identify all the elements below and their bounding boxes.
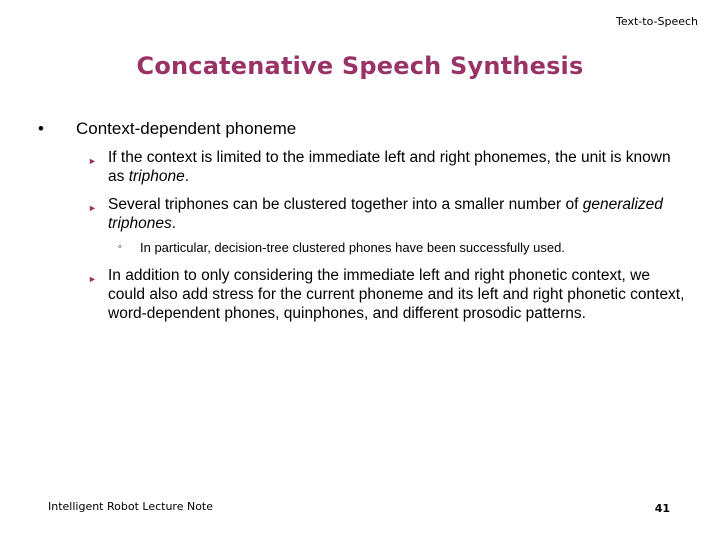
arrow-bullet-icon: ► <box>88 274 97 284</box>
slide-title: Concatenative Speech Synthesis <box>136 52 584 80</box>
sub-bullet-2-italic: generalized triphones <box>108 196 663 232</box>
bullet-main-text: Context-dependent phoneme <box>76 119 297 138</box>
sub-bullet-3 <box>88 266 688 323</box>
sub-bullet-3-text: In addition to only considering the immediate left and right phonetic context, we could also add stress for the current phoneme and its left and right phonetic context, word-dependent phones, quinphones, and different prosodic patterns. <box>108 267 685 322</box>
arrow-bullet-icon: ► <box>88 156 97 166</box>
sub-sub-bullet <box>118 240 688 255</box>
sub-bullet-2-part1: Several triphones can be clustered together into a smaller number of <box>108 196 583 213</box>
header-tag: Text-to-Speech <box>616 15 698 28</box>
bullet-main <box>38 119 296 139</box>
sub-bullet-1 <box>88 148 688 186</box>
sub-bullet-1-part2: . <box>184 168 190 185</box>
sub-bullet-1-italic: triphone <box>128 168 185 185</box>
page-number: 41 <box>654 502 670 515</box>
sub-bullet-1-text <box>108 148 688 186</box>
arrow-bullet-icon: ► <box>88 203 97 213</box>
sub-bullet-2-text <box>108 195 688 233</box>
sub-bullet-2-part2: . <box>171 215 177 232</box>
sub-bullet-1-part1: If the context is limited to the immediate left and right phonemes, the unit is known as <box>108 149 671 185</box>
sub-sub-bullet-text: In particular, decision-tree clustered phones have been successfully used. <box>140 240 565 255</box>
bullet-dot-icon: • <box>38 119 44 138</box>
ring-bullet-icon: ◦ <box>118 241 122 253</box>
sub-bullet-2 <box>88 195 688 233</box>
footer-lecture-note: Intelligent Robot Lecture Note <box>48 500 214 513</box>
